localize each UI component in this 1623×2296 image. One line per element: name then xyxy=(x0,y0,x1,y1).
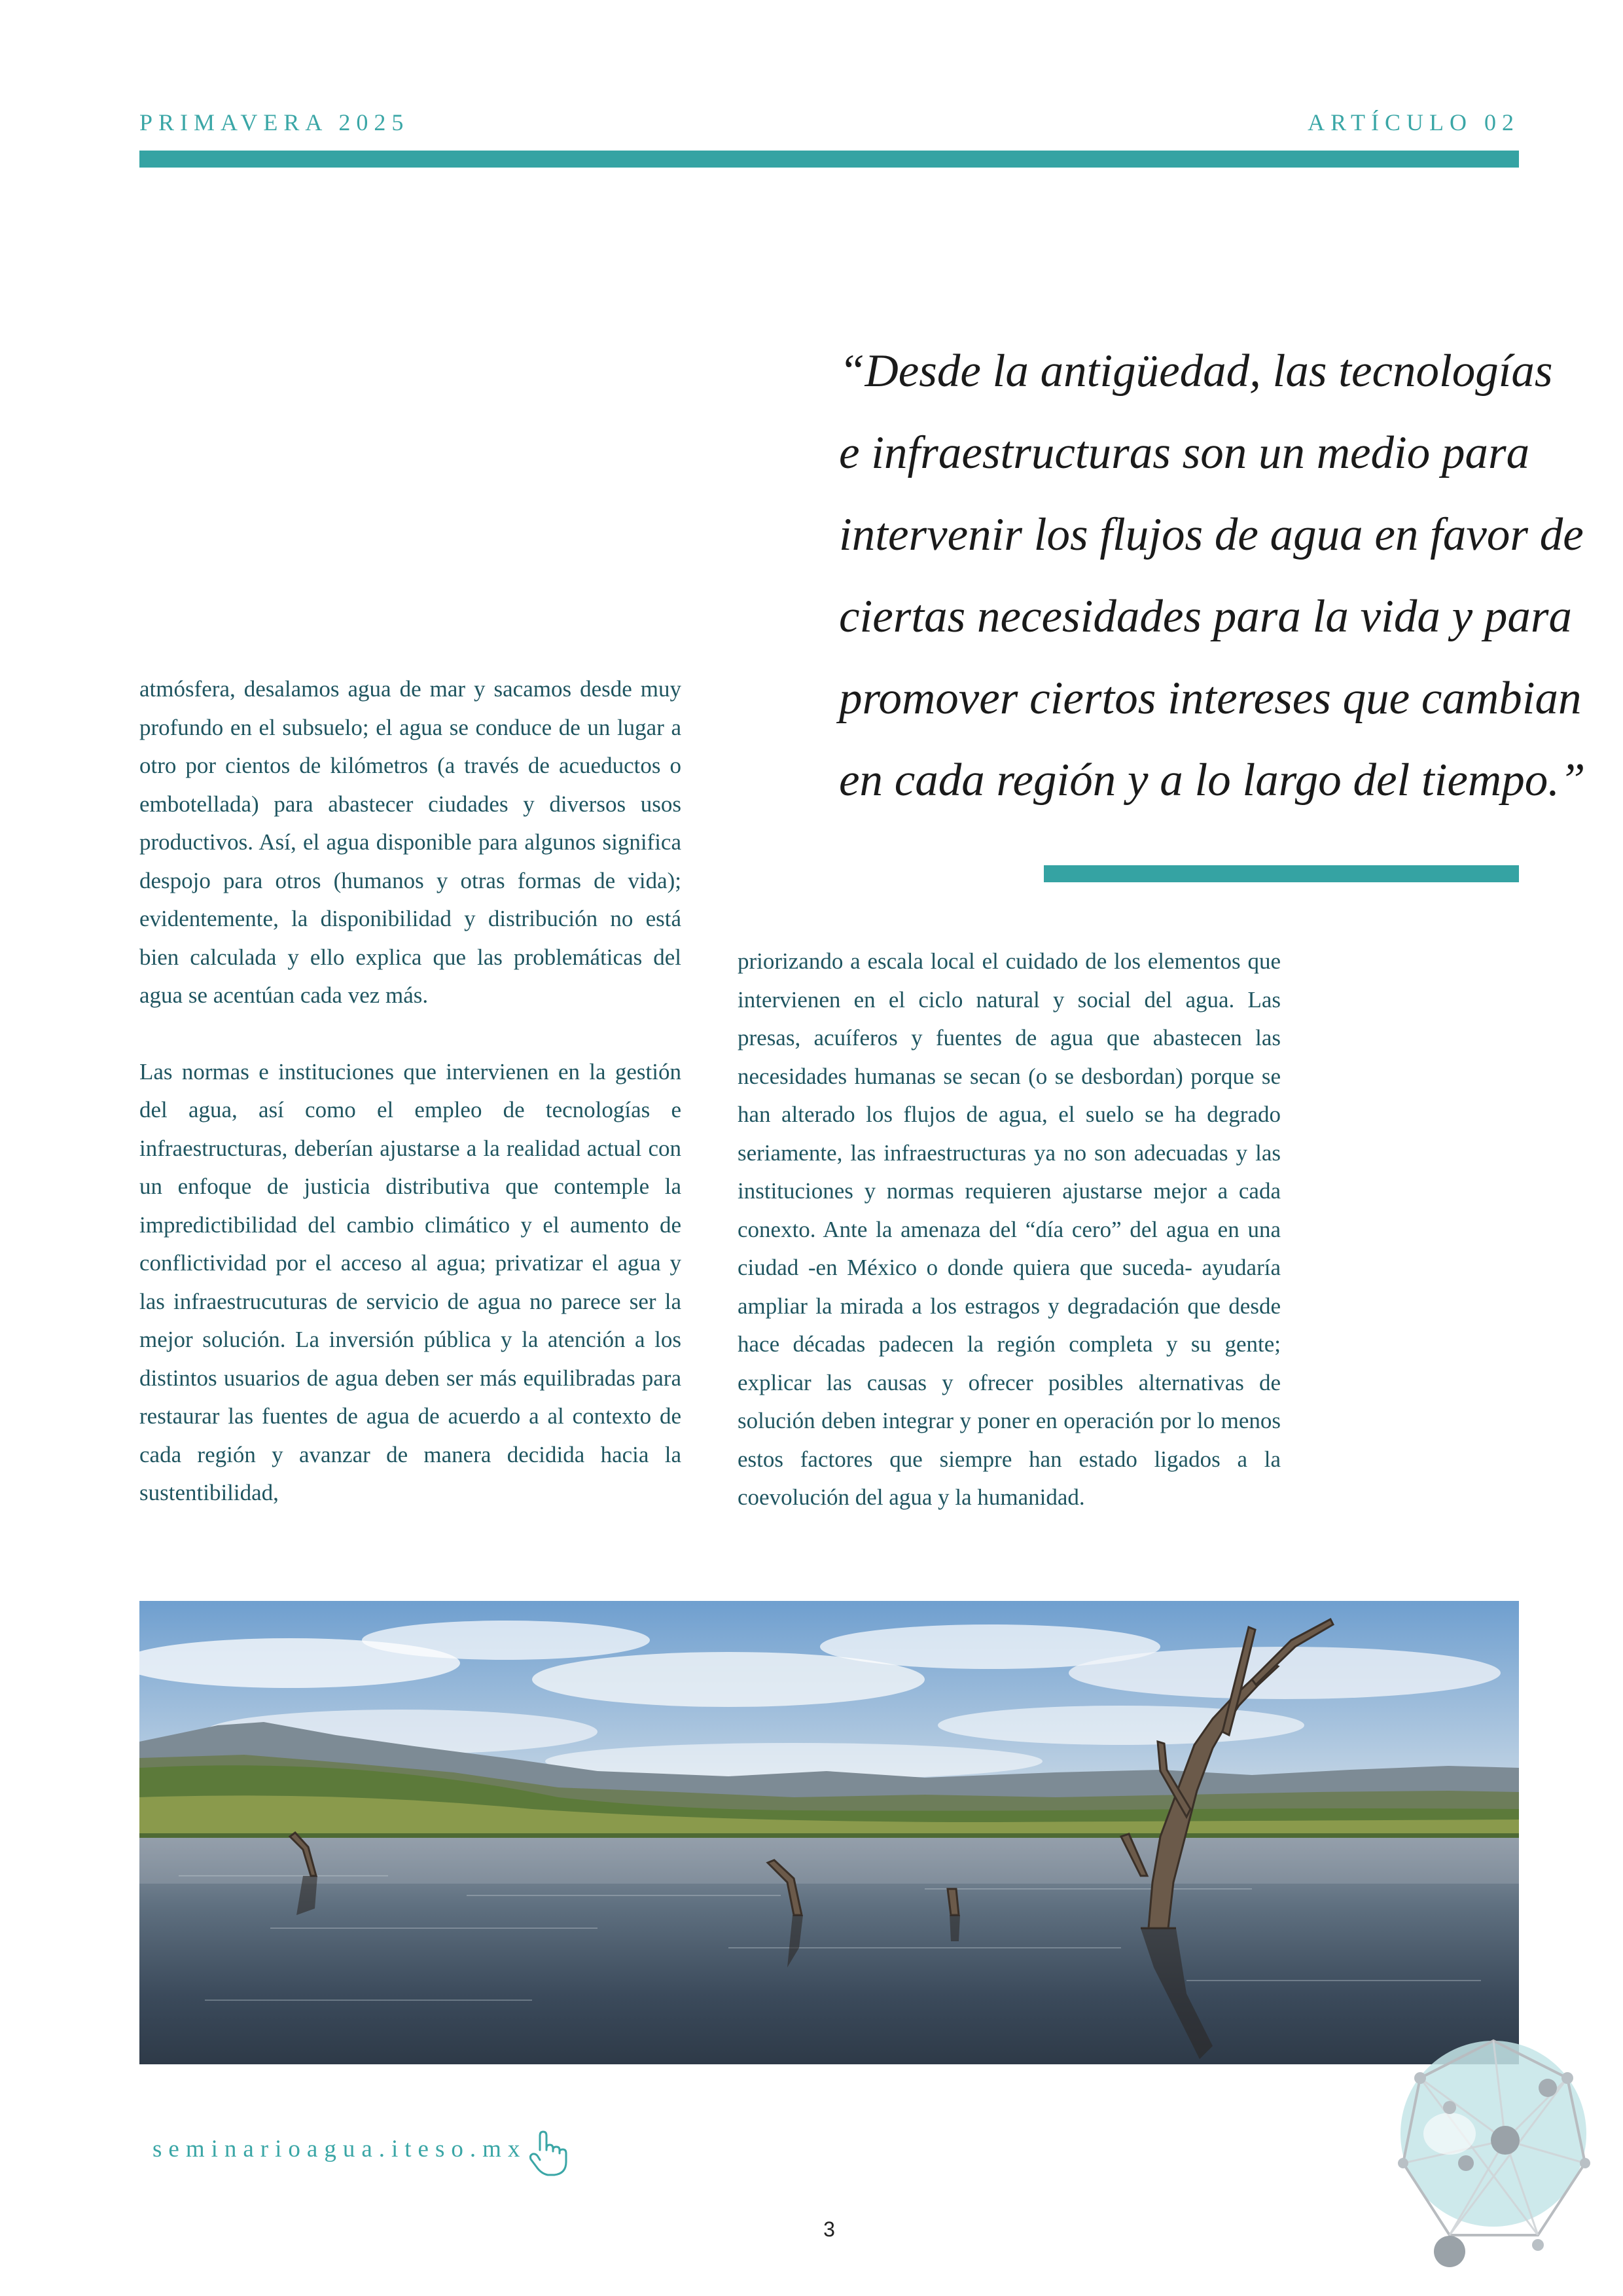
issue-label: PRIMAVERA 2025 xyxy=(139,109,410,135)
quote-divider xyxy=(1044,865,1519,882)
body-paragraph: atmósfera, desalamos agua de mar y sacamos desde muy profundo en el subsuelo; el agua se conduce de un lugar a otro por cientos de kilómetros (a través de acueductos o embotellada) para abastecer ciudades y diversos usos productivos. Así, el agua disponible para algunos significa despojo para otros (humanos y otras formas de vida); evidentemente, la disponibilidad y distribución no está bien calculada y ello explica que las problemáticas del agua se acentúan cada vez más. xyxy=(139,676,681,1008)
pull-quote xyxy=(839,331,1586,821)
molecule-logo xyxy=(1381,2022,1603,2294)
body-paragraph: priorizando a escala local el cuidado de los elementos que intervienen en el ciclo natural y social del agua. Las presas, acuíferos y fuentes de agua que abastecen las necesidades humanas se secan (o se desbordan) porque se han alterado los flujos de agua, el suelo se ha degrado seriamente, las infraestructuras ya no son adecuadas y las instituciones y normas requieren ajustarse mejor a cada conexto. Ante la amenaza del “día cero” del agua en una ciudad -en México o donde quiera que suceda- ayudaría ampliar la mirada a los estragos y degradación que desde hace décadas padecen la región completa y su gente; explicar las causas y ofrecer posibles alternativas de solución deben integrar y poner en operación por lo menos estos factores que siempre han estado ligados a la coevolución del agua y la humanidad. xyxy=(738,948,1281,1510)
lake-photo xyxy=(139,1601,1519,2064)
website-link[interactable]: seminarioagua.iteso.mx xyxy=(152,2136,527,2162)
quote-line: e infraestructuras son un medio para xyxy=(839,427,1530,478)
quote-line: en cada región y a lo largo del tiempo.” xyxy=(839,755,1586,806)
quote-line: ciertas necesidades para la vida y para xyxy=(839,591,1573,642)
quote-line: “Desde la antigüedad, las tecnologías xyxy=(839,346,1553,397)
article-label: ARTÍCULO 02 xyxy=(1308,109,1520,135)
pointing-hand-icon xyxy=(527,2130,571,2181)
header-divider xyxy=(139,151,1519,168)
body-paragraph: Las normas e instituciones que intervienen en la gestión del agua, así como el empleo de tecnologías e infraestructuras, deberían ajustarse a la realidad actual con un enfoque de justicia distributiva que contemple la impredictibilidad del cambio climático y el aumento de conflictividad por el acceso al agua; privatizar el agua y las infraestrucuturas de servicio de agua no parece ser la mejor solución. La inversión pública y la atención a los distintos usuarios de agua deben ser más equilibradas para restaurar las fuentes de agua de acuerdo a al contexto de cada región y avanzar de manera decidida hacia la sustentibilidad, xyxy=(139,1058,681,1505)
page-number: 3 xyxy=(823,2217,835,2241)
quote-line: promover ciertos intereses que cambian xyxy=(839,673,1582,724)
body-column-right xyxy=(738,942,1281,1517)
quote-line: intervenir los flujos de agua en favor de xyxy=(839,509,1584,560)
body-column-left xyxy=(139,670,681,1513)
